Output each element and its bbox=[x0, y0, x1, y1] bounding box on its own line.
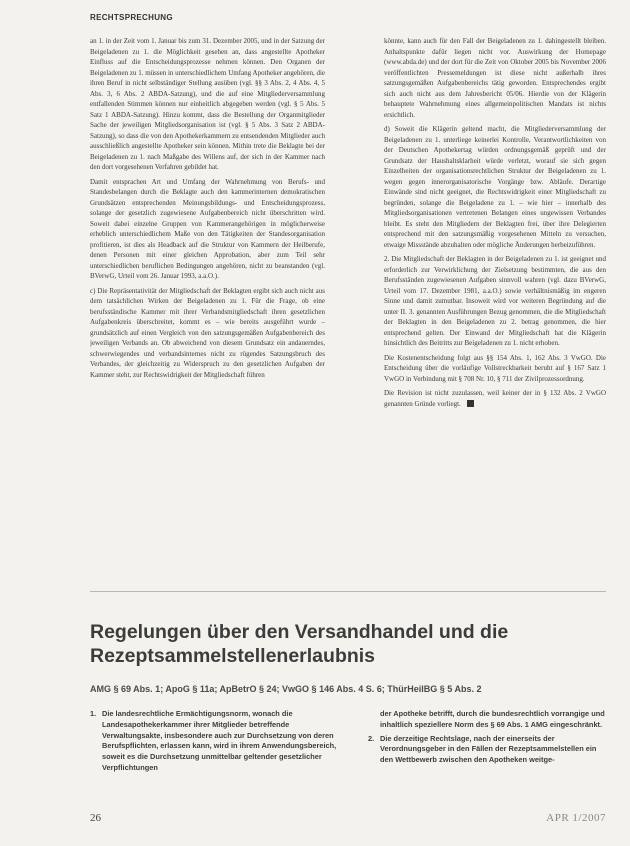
paragraph-final bbox=[384, 388, 606, 409]
left-text-column bbox=[90, 36, 325, 582]
paragraph-final-text: Die Revision ist nicht zuzulassen, weil keiner der in § 132 Abs. 2 VwGO genannten Gründe vorliegt. bbox=[384, 389, 606, 408]
article-title: Regelungen über den Versandhandel und die Rezeptsammelstellenerlaubnis bbox=[90, 621, 509, 667]
list-item bbox=[90, 709, 338, 774]
section-header: RECHTSPRECHUNG bbox=[90, 13, 173, 22]
list-item-number: 2. bbox=[368, 733, 375, 743]
list-item bbox=[368, 734, 606, 766]
list-item-text: Die landesrechtliche Ermächtigungsnorm, wonach die Landesapothekerkammer ihrer Mitglieder betreffende Verwaltungsakte, insbesondere auch zur Durchsetzung von deren Berufspflichten, erlassen kann, wird in ihrem Anwendungsbereich, soweit es die Durchsetzung unmittelbar geltender gesetzlicher Verpflichtungen bbox=[102, 709, 337, 772]
guiding-principles-left bbox=[90, 709, 338, 777]
list-item-number bbox=[368, 709, 380, 731]
paragraph: 2. Die Mitgliedschaft der Beklagten in der Beigeladenen zu 1. ist geeignet und erforderlich zur Verwirklichung der Zielsetzung bestimmten, die aus den Berufsständen zugewiesenen Aufgaben sinnvoll wahren (vgl. dazu BVerwG, Urteil vom 17. Dezember 1981, a.a.O.) sowie verhältnismäßig im engeren Sinne und damit zumutbar. Insoweit wird vor weiteren Begründung auf die unter II. 3. genannten Ausführungen Bezug genommen, die die Mitgliedschaft der Beklagten in den Beigeladenen zu 2. betrag genommen, die hier entsprechend gelten. Der Einwand der Mitgliedschaft hat die Klägerin hinsichtlich des Beitritts zur Beigeladenen zu 1. nicht erhoben. bbox=[384, 255, 606, 347]
end-of-article-icon bbox=[467, 400, 474, 407]
article-subtitle: AMG § 69 Abs. 1; ApoG § 11a; ApBetrO § 24; VwGO § 146 Abs. 4 S. 6; ThürHeilBG § 5 Abs. 2 bbox=[90, 684, 482, 694]
paragraph: d) Soweit die Klägerin geltend macht, die Mitgliederversammlung der Beigeladenen zu 1. unterliege keinerlei Kontrolle, Verantwortlichkeiten von der Deutschen Apothekertag würden ordnungsgemäß geprüft und der Grundsatz der Haushaltsklarheit würde verletzt, worauf sie sich gegen Einzelheiten der organisationsrechtlichen Struktur der Beigeladenen zu 1. wegen gegen innerorganisatorische Vorgänge bzw. Abläufe. Derartige Einwände sind nicht geeignet, die Rechtswidrigkeit einer Mitgliedschaft zu begründen, solange die Beigeladene zu 1. – wie hier – innerhalb des Mitgliedsorganisationen vertretenen Belangen eines ungewissen Verbandes bleibt. Es steht den Mitgliedern der Beklagten frei, über ihre Delegierten entsprechend mit den satzungsmäßig vorgesehenen Mitteln zu versuchen, etwaige Missstände abzuhalten oder mögliche Änderungen herbeizuführen. bbox=[384, 125, 606, 249]
paragraph: Damit entsprachen Art und Umfang der Wahrnehmung von Berufs- und Standesbelangen durch die Beklagte auch den kammerinternen demokratischen Grundsätzen entsprechenden Meinungsbildungs- und Entscheidungsprozess, solange der gesetzlich zugewiesene Aufgabenbereich nicht überschritten wird. Soweit dabei einzelne Gruppen von Kammerangehörigen in möglicherweise erheblich unterschiedlichem Maße von den Tätigkeiten der Standesorganisation profitieren, ist dies als Headback auf die Struktur von Kammern der Heilberufe, denen Personen mit einer gleichen Approbation, aber zum Teil sehr unterschiedlichen beruflichen Bedingungen angehören, nicht zu beanstanden (vgl. BVerwG, Urteil vom 26. Januar 1993, a.a.O.). bbox=[90, 177, 325, 280]
paragraph: könnte, kann auch für den Fall der Beigeladenen zu 1. dahingestellt bleiben. Anhaltspunkte dafür liegen nicht vor. Auswirkung der Homepage (www.abda.de) und der dort für die Zeit von Oktober 2005 bis November 2006 veröffentlichten Pressemeldungen ist diese nicht außerhalb ihres satzungsgemäßen Aufgabenbereichs tätig geworden. Entsprechendes ergibt sich auch nicht aus dem Jahresbericht 05/06. Hierdie von der Klägerin behauptete Wahrnehmung eines allgemeinpolitischen Mandats ist nichts ersichtlich. bbox=[384, 37, 606, 119]
section-divider bbox=[90, 591, 606, 592]
list-item-number: 1. bbox=[90, 709, 97, 718]
paragraph: c) Die Repräsentativität der Mitgliedschaft der Beklagten ergibt sich auch nicht aus dem tatsächlichen Wirken der Beigeladenen zu 1. Für die Frage, ob eine berufsständische Kammer mit ihrer Verbandsmitgliedschaft ihren gesetzlichen Aufgabenkreis überschreitet, kommt es – wie bereits ausgeführt wurde – grundsätzlich auf einen Vergleich von den satzungsgemäßen Aufgabenbereich des jeweiligen Verbands an. Ob abweichend von diesem Grundsatz ein andauerndes, schwerwiegendes und verbandsinternes nicht zu rügendes Satzungsbruch des Verbandes, der gleichzeitig zu Widerspruch zu den gesetzlichen Aufgaben der Kammer steht, zur Rechtswidrigkeit der Mitgliedschaft führen bbox=[90, 286, 325, 379]
paragraph: an 1. in der Zeit vom 1. Januar bis zum 31. Dezember 2005, und in der Satzung der Beigeladenen zu 1. die Möglichkeit gesehen an, dass angestellte Apotheker Einfluss auf die Entscheidungsprozesse nehmen können. Den Organen der Beigeladenen zu 1. müssen in unterschiedlichem Umfang Apotheker angehören, die ihren Beruf in nicht selbständiger Stellung ausüben (vgl. §§ 3 Abs. 2, 4 Abs. 4, 5 Abs. 3, 6 Abs. 2 ABDA-Satzung), und die auf eine Mitgliederversammlung entfallenden Stimmen können nur einheitlich abgegeben werden (vgl. § 5 Abs. 5 Satz 1 ABDA-Satzung). Hinzu kommt, dass die Bestellung der Organmitglieder Sache der jeweiligen Mitgliedsorganisation ist (vgl. § 5 Abs. 3 Satz 2 ABDA-Satzung), so dass die von den Apothekerkammern zu entsendenden Mitglieder auch ausschließlich angestellte Apotheker sein können. Mithin trete die Beklagte bei der Beigeladenen zu 1. nach Maßgabe des Willens auf, der sich in der Kammer nach den dort vorgesehenen Verfahren gebildet hat. bbox=[90, 37, 325, 171]
list-item bbox=[368, 709, 606, 731]
paragraph: Die Kostenentscheidung folgt aus §§ 154 Abs. 1, 162 Abs. 3 VwGO. Die Entscheidung über die vorläufige Vollstreckbarkeit beruht auf § 167 Satz 1 VwGO in Verbindung mit § 708 Nr. 10, § 711 der Zivilprozessordnung. bbox=[384, 353, 606, 383]
list-item-text: der Apotheke betrifft, durch die bundesrechtlich vorrangige und inhaltlich speziellere Norm des § 69 Abs. 1 AMG eingeschränkt. bbox=[380, 709, 605, 729]
list-item-text: Die derzeitige Rechtslage, nach der einerseits der Verordnungsgeber in den Fällen der Rezeptsammelstellen ein den Wettbewerb zwischen den Apotheken weitge- bbox=[380, 733, 597, 765]
journal-issue: APR 1/2007 bbox=[546, 812, 606, 824]
page-number: 26 bbox=[90, 812, 101, 824]
guiding-principles-right bbox=[368, 709, 606, 769]
right-text-column bbox=[384, 36, 606, 582]
